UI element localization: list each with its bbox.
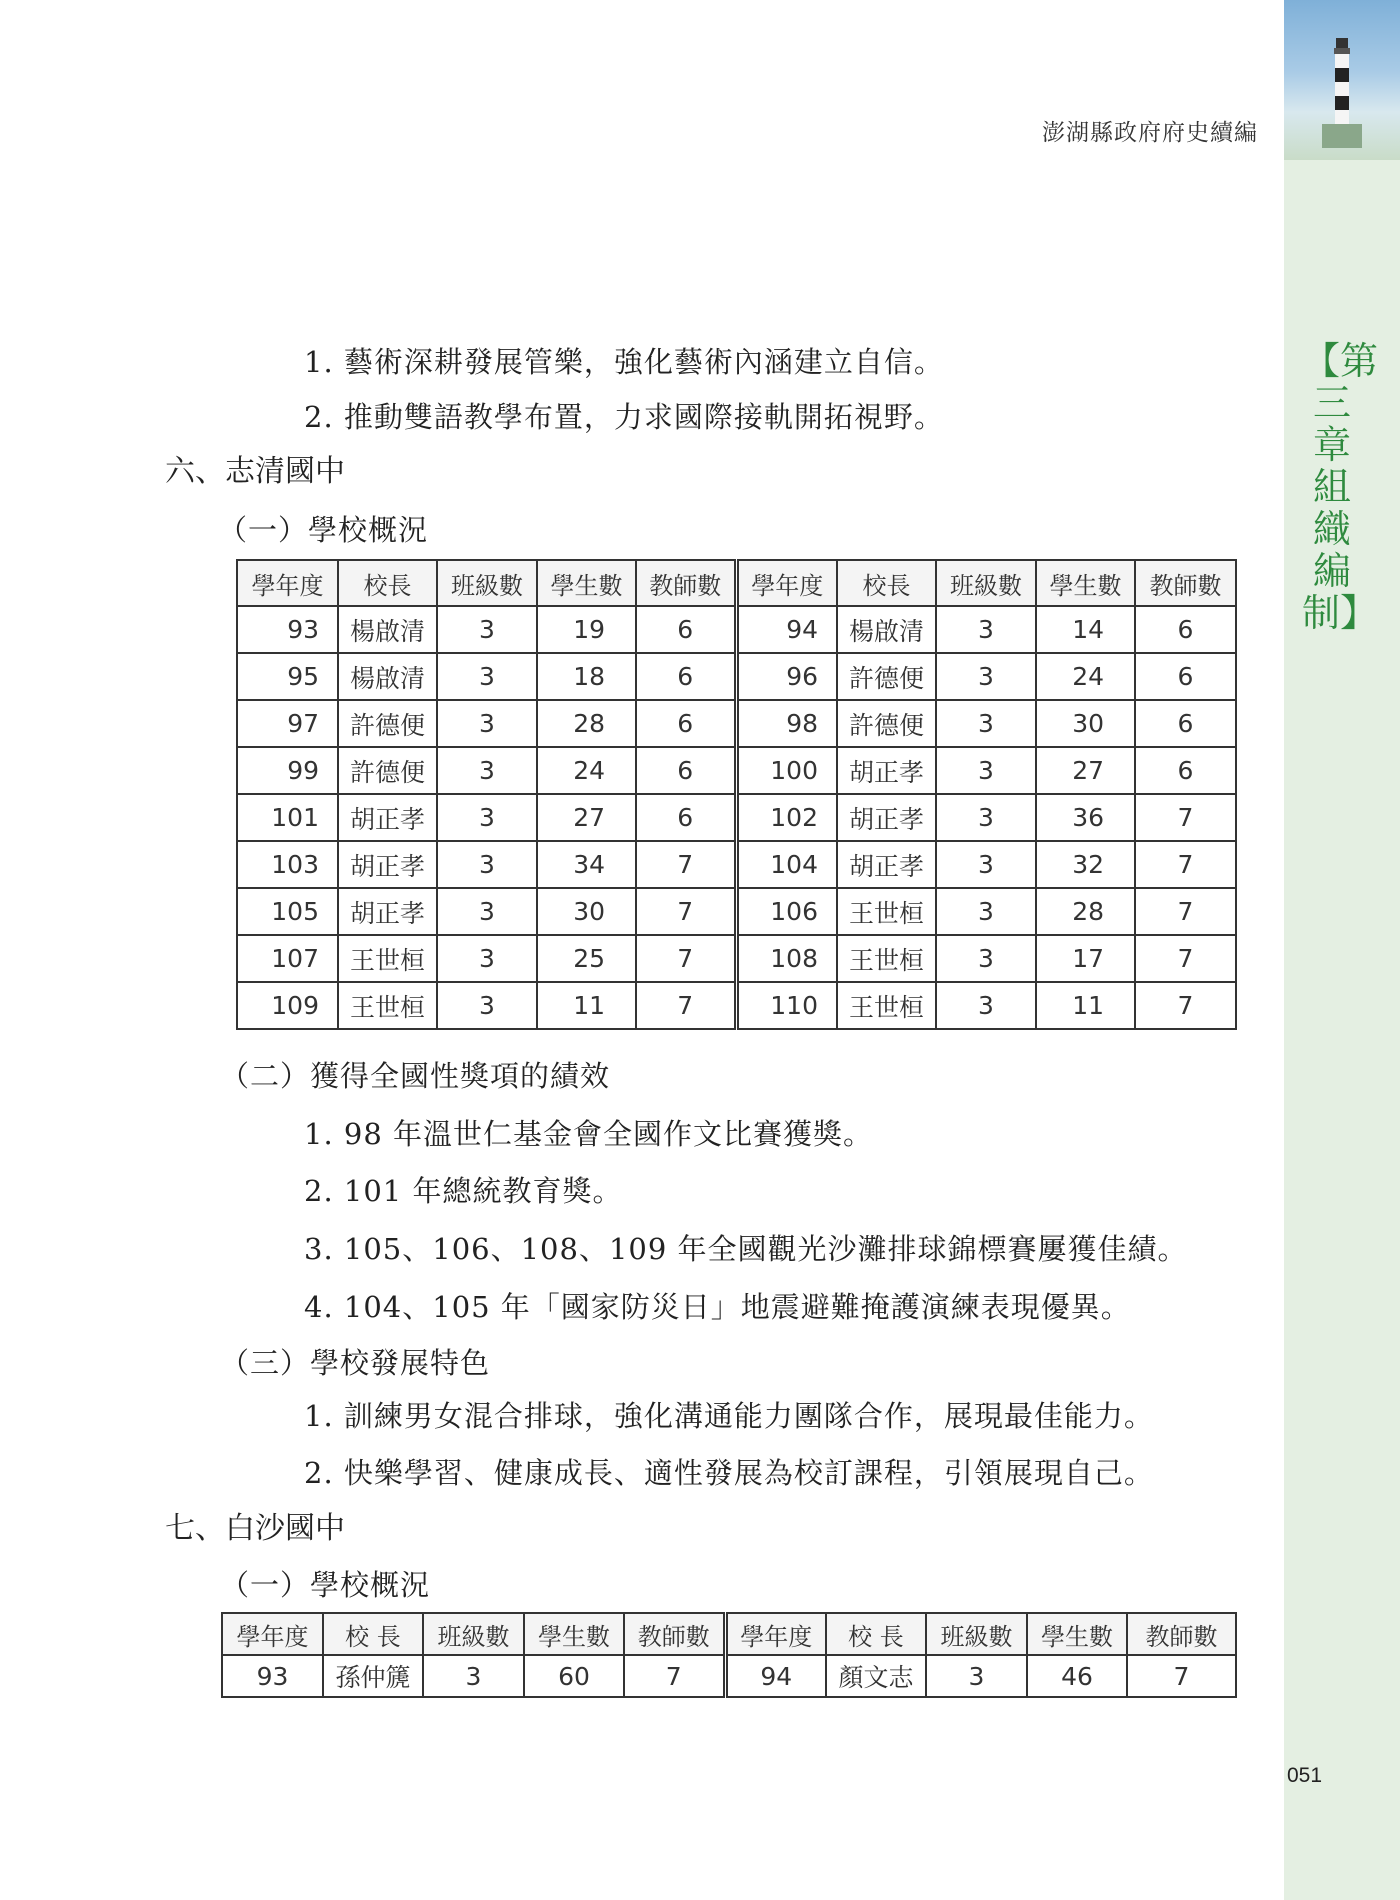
lighthouse-icon xyxy=(1322,38,1362,148)
table-cell: 6 xyxy=(636,653,736,700)
table-cell: 3 xyxy=(437,982,537,1029)
table-cell: 24 xyxy=(1036,653,1135,700)
table-cell: 3 xyxy=(936,606,1036,653)
table-cell: 胡正孝 xyxy=(338,888,437,935)
table-cell: 103 xyxy=(237,841,338,888)
table-cell: 32 xyxy=(1036,841,1135,888)
column-header: 班級數 xyxy=(926,1613,1027,1655)
table-cell: 3 xyxy=(936,935,1036,982)
table-cell: 95 xyxy=(237,653,338,700)
table-cell: 3 xyxy=(437,606,537,653)
column-header: 班級數 xyxy=(437,560,537,606)
table-cell: 7 xyxy=(1135,888,1236,935)
table-cell: 108 xyxy=(736,935,837,982)
table-cell: 60 xyxy=(524,1655,624,1697)
table-cell: 107 xyxy=(237,935,338,982)
table-cell: 24 xyxy=(537,747,636,794)
table-cell: 許德便 xyxy=(338,747,437,794)
table-cell: 3 xyxy=(437,841,537,888)
column-header: 校長 xyxy=(338,560,437,606)
table-cell: 7 xyxy=(1135,935,1236,982)
table-cell: 102 xyxy=(736,794,837,841)
column-header: 校 長 xyxy=(323,1613,423,1655)
column-header: 班級數 xyxy=(423,1613,524,1655)
table-cell: 3 xyxy=(423,1655,524,1697)
table-cell: 30 xyxy=(1036,700,1135,747)
column-header: 教師數 xyxy=(1127,1613,1236,1655)
table-cell: 許德便 xyxy=(837,653,936,700)
table-row xyxy=(237,606,1236,653)
column-header: 教師數 xyxy=(636,560,736,606)
award-item-3: 3. 105、106、108、109 年全國觀光沙灘排球錦標賽屢獲佳績。 xyxy=(304,1232,1188,1266)
page-number: 051 xyxy=(1287,1764,1323,1787)
table-cell: 王世桓 xyxy=(837,935,936,982)
table-cell: 7 xyxy=(1127,1655,1236,1697)
table-cell: 3 xyxy=(936,747,1036,794)
table-cell: 3 xyxy=(936,653,1036,700)
section-7-title: 七、白沙國中 xyxy=(165,1511,345,1546)
table-row xyxy=(237,935,1236,982)
award-item-1: 1. 98 年溫世仁基金會全國作文比賽獲獎。 xyxy=(304,1117,874,1151)
table-header-row xyxy=(222,1613,1236,1655)
running-header: 澎湖縣政府府史續編 xyxy=(1042,119,1258,145)
table-row xyxy=(237,982,1236,1029)
table-cell: 30 xyxy=(537,888,636,935)
table-cell: 11 xyxy=(1036,982,1135,1029)
table-cell: 7 xyxy=(636,935,736,982)
table-cell: 王世桓 xyxy=(837,982,936,1029)
section-6-features-title: （三）學校發展特色 xyxy=(220,1346,491,1380)
table-cell: 11 xyxy=(537,982,636,1029)
table-cell: 7 xyxy=(1135,982,1236,1029)
column-header: 學生數 xyxy=(524,1613,624,1655)
table-cell: 110 xyxy=(736,982,837,1029)
table-cell: 106 xyxy=(736,888,837,935)
table-cell: 3 xyxy=(437,700,537,747)
table-cell: 6 xyxy=(636,700,736,747)
table-row xyxy=(237,794,1236,841)
table-cell: 101 xyxy=(237,794,338,841)
column-header: 學生數 xyxy=(1027,1613,1127,1655)
table-cell: 99 xyxy=(237,747,338,794)
table-cell: 7 xyxy=(636,841,736,888)
table-row xyxy=(237,700,1236,747)
table-row xyxy=(237,653,1236,700)
column-header: 學生數 xyxy=(537,560,636,606)
table-cell: 7 xyxy=(624,1655,725,1697)
table-cell: 3 xyxy=(936,888,1036,935)
table-cell: 顏文志 xyxy=(826,1655,926,1697)
section-6-awards-title: （二）獲得全國性獎項的績效 xyxy=(220,1059,611,1093)
table-cell: 王世桓 xyxy=(837,888,936,935)
table-row xyxy=(237,747,1236,794)
table-cell: 許德便 xyxy=(837,700,936,747)
table-cell: 28 xyxy=(1036,888,1135,935)
table-cell: 楊啟清 xyxy=(338,653,437,700)
column-header: 校長 xyxy=(837,560,936,606)
table-cell: 104 xyxy=(736,841,837,888)
table-cell: 孫仲篪 xyxy=(323,1655,423,1697)
table-cell: 3 xyxy=(926,1655,1027,1697)
table-cell: 王世桓 xyxy=(338,935,437,982)
table-cell: 6 xyxy=(1135,747,1236,794)
table-cell: 3 xyxy=(437,794,537,841)
column-header: 學年度 xyxy=(736,560,837,606)
table-cell: 34 xyxy=(537,841,636,888)
table-cell: 93 xyxy=(237,606,338,653)
table-cell: 36 xyxy=(1036,794,1135,841)
table-cell: 7 xyxy=(636,982,736,1029)
table-cell: 18 xyxy=(537,653,636,700)
column-header: 學年度 xyxy=(725,1613,826,1655)
table-row xyxy=(237,841,1236,888)
section-7-overview-title: （一）學校概況 xyxy=(220,1568,431,1602)
table-cell: 109 xyxy=(237,982,338,1029)
table-cell: 7 xyxy=(1135,841,1236,888)
table-cell: 王世桓 xyxy=(338,982,437,1029)
table-cell: 3 xyxy=(437,653,537,700)
column-header: 學年度 xyxy=(237,560,338,606)
table-cell: 27 xyxy=(1036,747,1135,794)
intro-item-2: 2. 推動雙語教學布置，力求國際接軌開拓視野。 xyxy=(304,400,944,434)
table-row xyxy=(237,888,1236,935)
table-cell: 94 xyxy=(736,606,837,653)
table-cell: 6 xyxy=(1135,700,1236,747)
table-cell: 105 xyxy=(237,888,338,935)
table-cell: 14 xyxy=(1036,606,1135,653)
table-cell: 6 xyxy=(636,606,736,653)
section-6-overview-title: （一）學校概況 xyxy=(218,513,429,547)
table-cell: 100 xyxy=(736,747,837,794)
table-row xyxy=(222,1655,1236,1697)
table-cell: 27 xyxy=(537,794,636,841)
award-item-4: 4. 104、105 年「國家防災日」地震避難掩護演練表現優異。 xyxy=(304,1290,1131,1324)
table-cell: 胡正孝 xyxy=(837,794,936,841)
table-cell: 19 xyxy=(537,606,636,653)
column-header: 教師數 xyxy=(624,1613,725,1655)
table-cell: 胡正孝 xyxy=(338,794,437,841)
table-cell: 胡正孝 xyxy=(837,841,936,888)
table-cell: 楊啟清 xyxy=(338,606,437,653)
table-cell: 胡正孝 xyxy=(837,747,936,794)
table-cell: 96 xyxy=(736,653,837,700)
section-6-table xyxy=(236,559,1237,1030)
table-header-row xyxy=(237,560,1236,606)
table-cell: 28 xyxy=(537,700,636,747)
feature-item-1: 1. 訓練男女混合排球，強化溝通能力團隊合作，展現最佳能力。 xyxy=(304,1399,1154,1433)
table-cell: 3 xyxy=(936,700,1036,747)
table-cell: 6 xyxy=(636,747,736,794)
table-cell: 6 xyxy=(1135,606,1236,653)
column-header: 教師數 xyxy=(1135,560,1236,606)
table-cell: 17 xyxy=(1036,935,1135,982)
table-cell: 25 xyxy=(537,935,636,982)
section-6-title: 六、志清國中 xyxy=(165,454,345,489)
table-cell: 94 xyxy=(725,1655,826,1697)
table-cell: 93 xyxy=(222,1655,323,1697)
column-header: 學年度 xyxy=(222,1613,323,1655)
column-header: 學生數 xyxy=(1036,560,1135,606)
table-cell: 楊啟清 xyxy=(837,606,936,653)
award-item-2: 2. 101 年總統教育獎。 xyxy=(304,1174,623,1208)
column-header: 班級數 xyxy=(936,560,1036,606)
section-7-table xyxy=(221,1612,1237,1698)
table-cell: 許德便 xyxy=(338,700,437,747)
column-header: 校 長 xyxy=(826,1613,926,1655)
table-cell: 3 xyxy=(936,794,1036,841)
table-cell: 7 xyxy=(1135,794,1236,841)
table-cell: 3 xyxy=(936,841,1036,888)
chapter-label: 【第三章 組織編制】 xyxy=(1302,339,1379,635)
table-cell: 7 xyxy=(636,888,736,935)
table-cell: 97 xyxy=(237,700,338,747)
intro-item-1: 1. 藝術深耕發展管樂，強化藝術內涵建立自信。 xyxy=(304,345,944,379)
table-cell: 3 xyxy=(437,888,537,935)
chapter-sidebar xyxy=(1284,0,1400,1900)
table-cell: 46 xyxy=(1027,1655,1127,1697)
table-cell: 3 xyxy=(936,982,1036,1029)
table-cell: 胡正孝 xyxy=(338,841,437,888)
feature-item-2: 2. 快樂學習、健康成長、適性發展為校訂課程，引領展現自己。 xyxy=(304,1456,1154,1490)
table-cell: 3 xyxy=(437,935,537,982)
table-cell: 6 xyxy=(636,794,736,841)
table-cell: 6 xyxy=(1135,653,1236,700)
table-cell: 3 xyxy=(437,747,537,794)
lighthouse-photo xyxy=(1284,0,1400,160)
table-cell: 98 xyxy=(736,700,837,747)
